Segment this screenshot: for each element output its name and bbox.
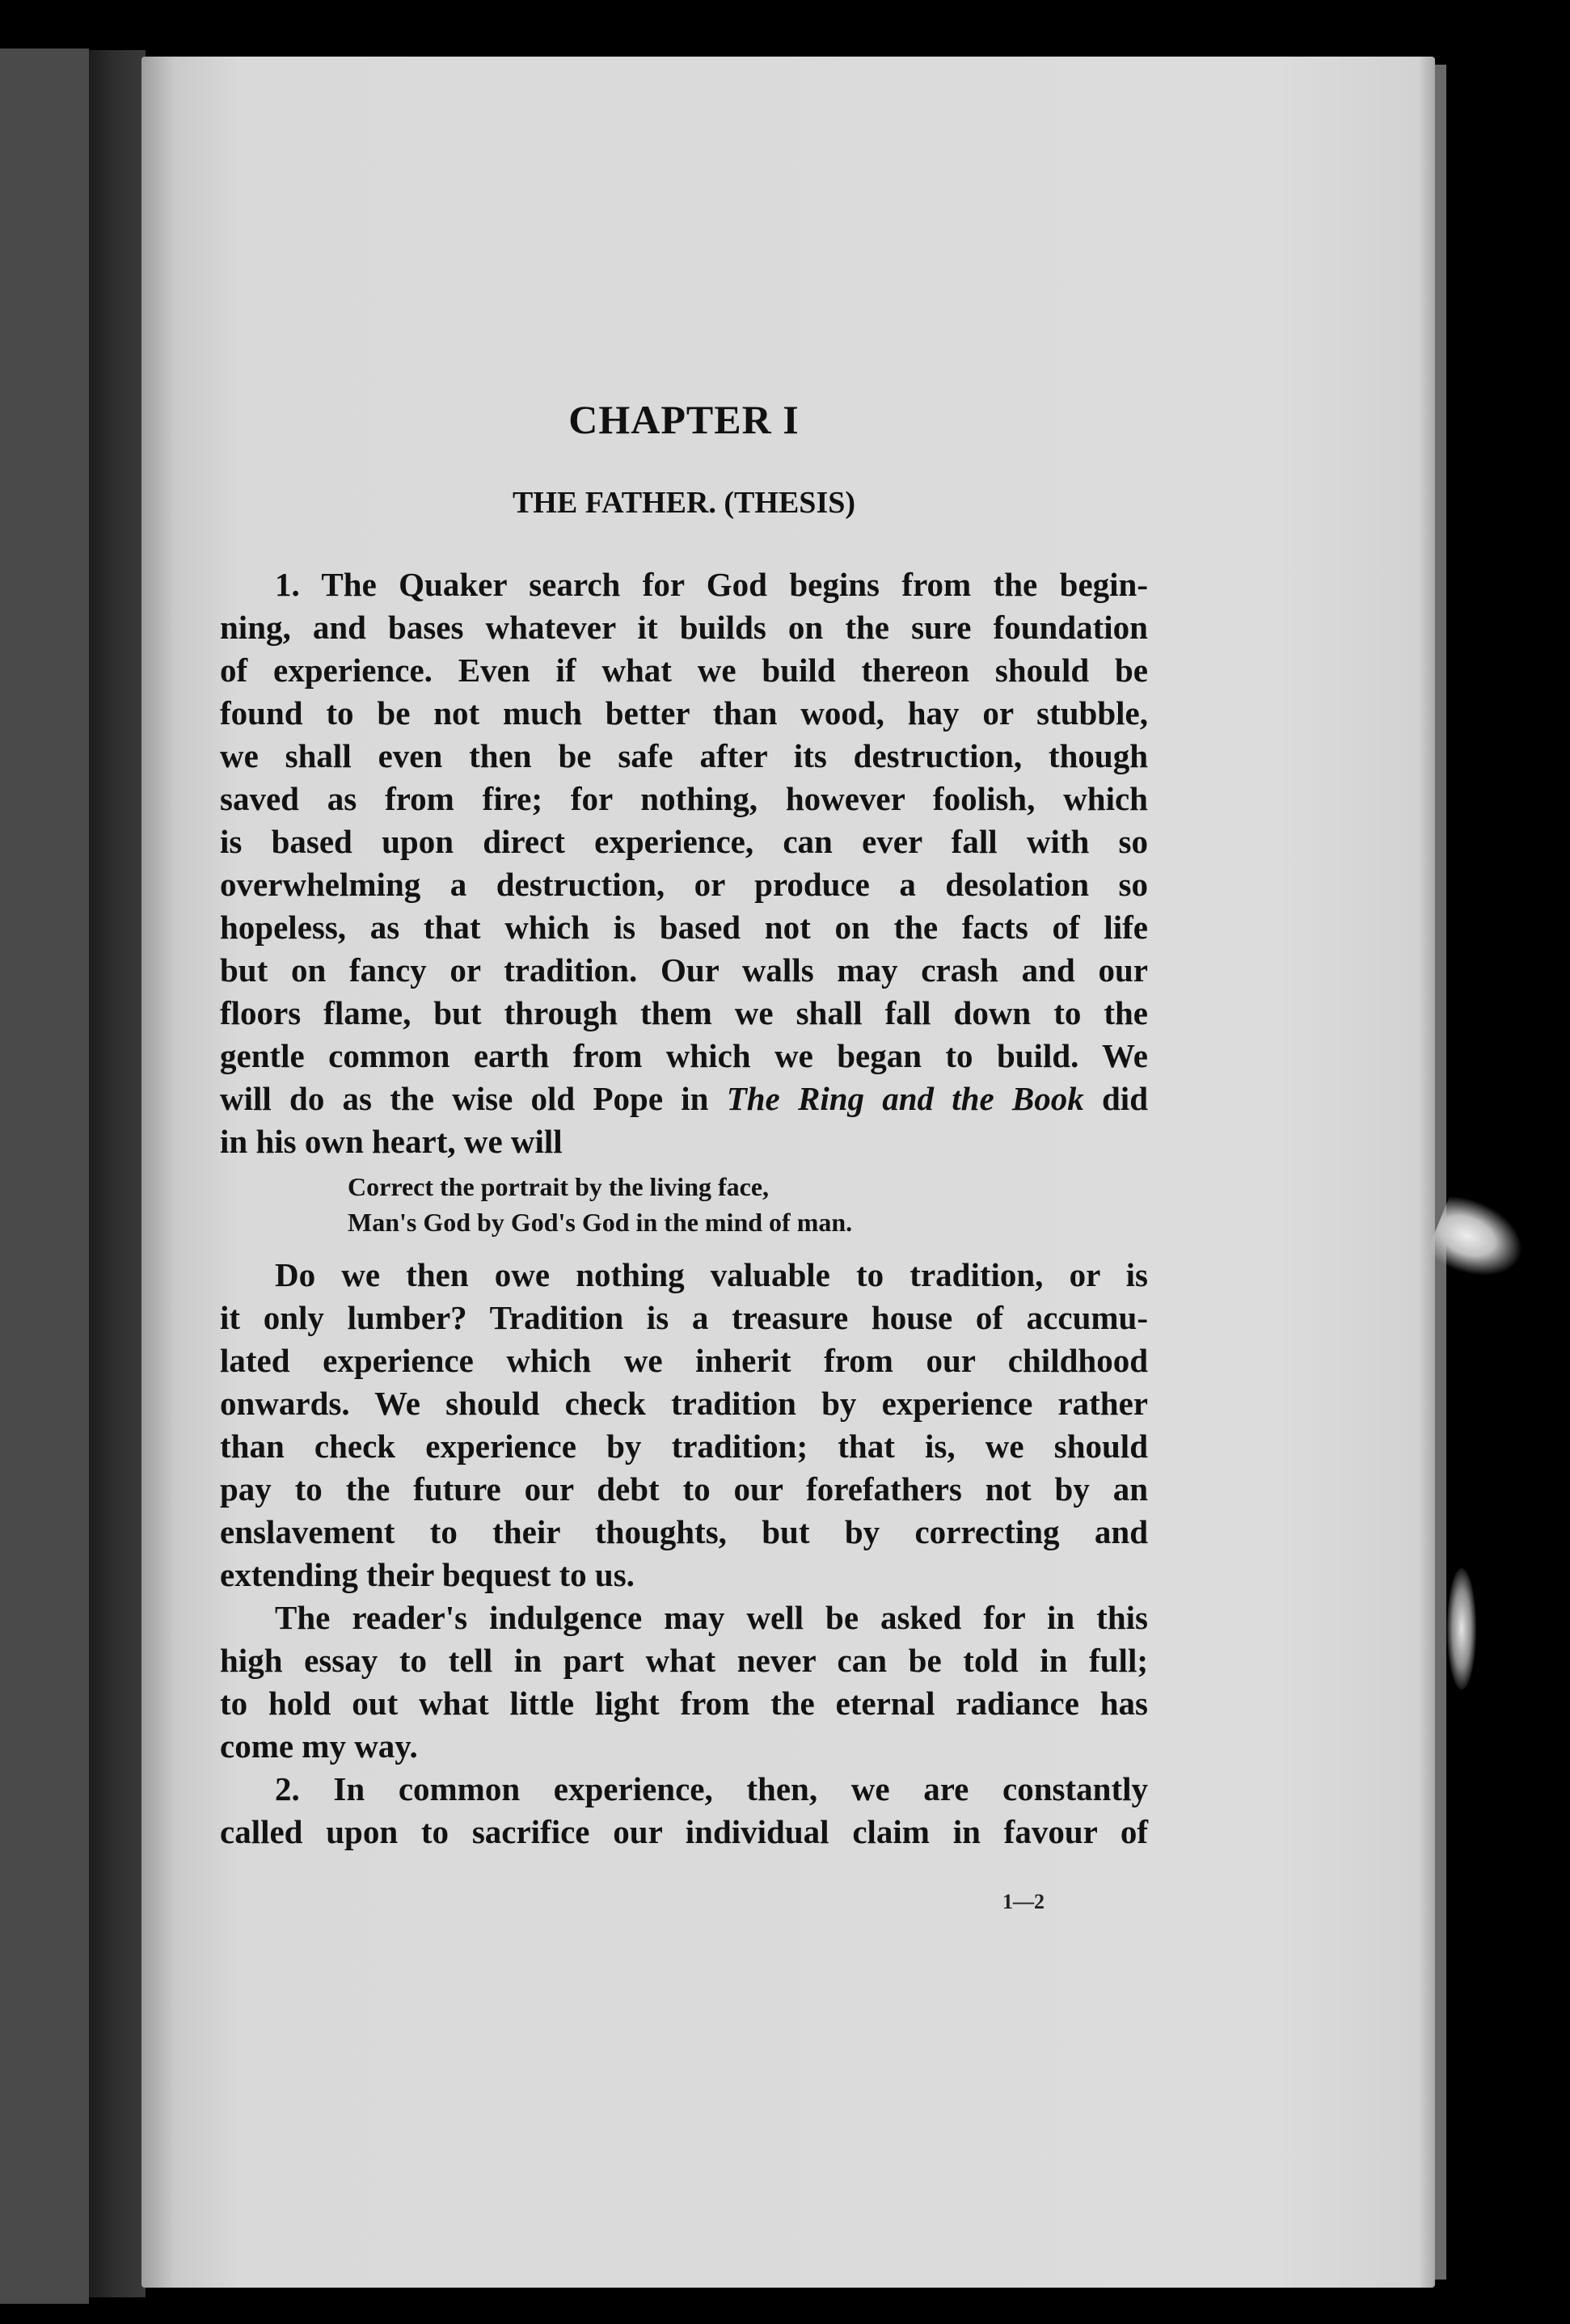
- gutter-shadow: [89, 50, 146, 2297]
- text-line: we shall even then be safe after its destruction, though: [220, 737, 1148, 774]
- text-line: high essay to tell in part what never can be told in full;: [220, 1642, 1148, 1679]
- text-line: than check experience by tradition; that is, we should: [220, 1428, 1148, 1465]
- text-segment: did: [1083, 1080, 1148, 1117]
- text-line: of experience. Even if what we build thereon should be: [220, 652, 1148, 689]
- book-title: The Ring and the Book: [726, 1080, 1084, 1117]
- scan-clip-mark: [1447, 1568, 1476, 1689]
- text-line: is based upon direct experience, can ever fall with so: [220, 823, 1148, 860]
- text-line: it only lumber? Tradition is a treasure house of accumu-: [220, 1299, 1148, 1336]
- text-line-with-title: [220, 1078, 1148, 1119]
- text-line: lated experience which we inherit from our childhood: [220, 1342, 1148, 1379]
- text-line: come my way.: [220, 1727, 418, 1765]
- text-line: overwhelming a destruction, or produce a desolation so: [220, 866, 1148, 903]
- text-line: but on fancy or tradition. Our walls may crash and our: [220, 951, 1148, 989]
- text-line: enslavement to their thoughts, but by correcting and: [220, 1513, 1148, 1550]
- quote-line: Correct the portrait by the living face,: [348, 1172, 770, 1201]
- section-title: THE FATHER. (THESIS): [512, 486, 856, 520]
- text-line: onwards. We should check tradition by experience rather: [220, 1385, 1148, 1422]
- text-line: hopeless, as that which is based not on the facts of life: [220, 909, 1148, 946]
- text-line: Do we then owe nothing valuable to tradition, or is: [275, 1256, 1148, 1293]
- text-line: in his own heart, we will: [220, 1123, 563, 1160]
- page-right-edge: [1435, 65, 1446, 2280]
- text-line: found to be not much better than wood, hay or stubble,: [220, 694, 1148, 732]
- text-line: ning, and bases whatever it builds on the sure foundation: [220, 609, 1148, 646]
- text-segment: will do as the wise old Pope in: [220, 1080, 727, 1117]
- text-line: called upon to sacrifice our individual claim in favour of: [220, 1813, 1148, 1850]
- text-line: saved as from fire; for nothing, however foolish, which: [220, 780, 1148, 817]
- text-line: extending their bequest to us.: [220, 1556, 635, 1593]
- text-line: pay to the future our debt to our forefathers not by an: [220, 1470, 1148, 1508]
- text-line: to hold out what little light from the eternal radiance has: [220, 1685, 1148, 1722]
- quote-line: Man's God by God's God in the mind of man.: [348, 1208, 853, 1237]
- text-line: floors flame, but through them we shall fall down to the: [220, 994, 1148, 1031]
- signature-mark: 1—2: [1002, 1890, 1045, 1913]
- chapter-title: CHAPTER I: [568, 397, 800, 442]
- text-line: 2. In common experience, then, we are constantly: [275, 1770, 1148, 1807]
- text-line: gentle common earth from which we began to build. We: [220, 1037, 1148, 1074]
- text-line: 1. The Quaker search for God begins from the begin-: [275, 566, 1148, 603]
- text-line: The reader's indulgence may well be asked for in this: [275, 1599, 1148, 1636]
- book-spine-edge: [0, 49, 89, 2304]
